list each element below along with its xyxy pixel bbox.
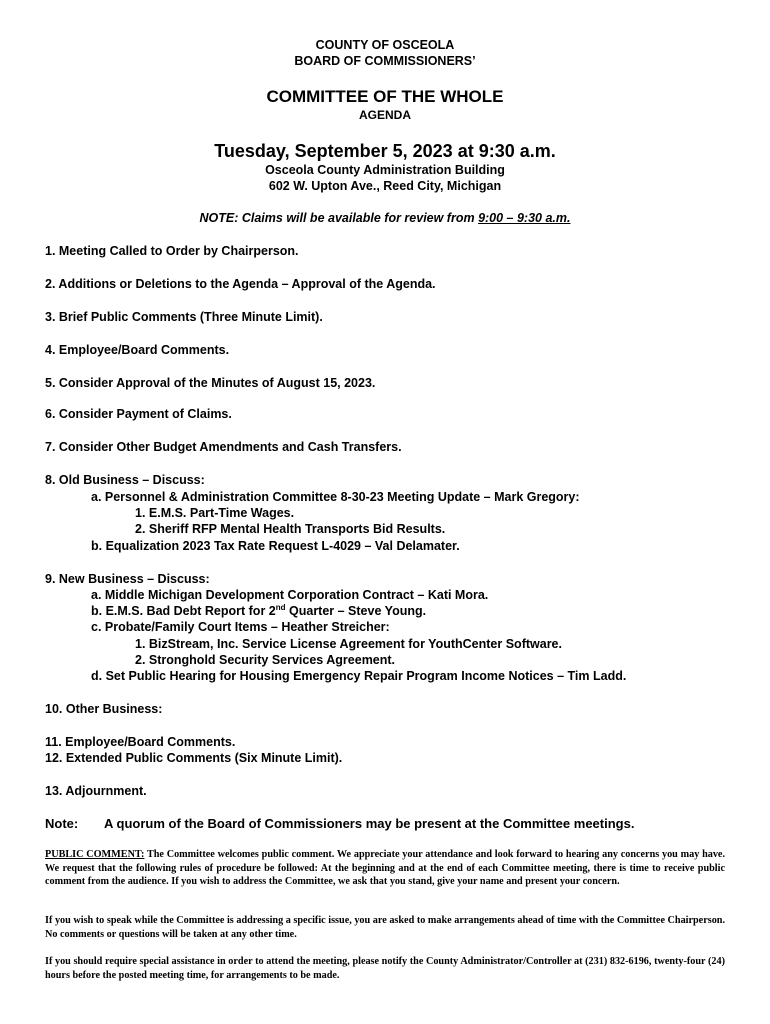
agenda-item-9c-2: 2. Stronghold Security Services Agreement. [135,653,396,667]
agenda-item-9c-1: 1. BizStream, Inc. Service License Agreement for YouthCenter Software. [135,637,562,651]
quorum-note-text: A quorum of the Board of Commissioners may be present at the Committee meetings. [104,816,635,831]
agenda-item-8: 8. Old Business – Discuss: [45,473,205,487]
agenda-item-2: 2. Additions or Deletions to the Agenda – Approval of the Agenda. [45,277,436,291]
agenda-item-8b: b. Equalization 2023 Tax Rate Request L-4029 – Val Delamater. [91,539,460,553]
agenda-item-8a-2: 2. Sheriff RFP Mental Health Transports Bid Results. [135,522,446,536]
agenda-item-10: 10. Other Business: [45,702,163,716]
county-name: COUNTY OF OSCEOLA [315,38,455,52]
public-comment-paragraph [45,848,725,889]
agenda-item-5: 5. Consider Approval of the Minutes of August 15, 2023. [45,376,376,390]
agenda-item-11: 11. Employee/Board Comments. [45,735,236,749]
public-comment-text: The Committee welcomes public comment. We appreciate your attendance and look forward to hearing any concerns you may have. We request that the following rules of procedure be followed: At the beginning and at the end of each Committee meeting, there is time to receive public comment from the audience. If you wish to address the Committee, we ask that you stand, give your name and present your concern. [45,849,725,887]
building-address: 602 W. Upton Ave., Reed City, Michigan [268,179,502,193]
meeting-location [0,162,770,194]
agenda-item-9a: a. Middle Michigan Development Corporation Contract – Kati Mora. [91,588,489,602]
quorum-note [45,815,634,832]
claims-note [0,210,770,226]
agenda-item-9b [91,603,426,619]
agenda-item-3: 3. Brief Public Comments (Three Minute Limit). [45,310,323,324]
agenda-item-13: 13. Adjournment. [45,784,147,798]
special-assistance-paragraph: If you should require special assistance in order to attend the meeting, please notify the County Administrator/Controller at (231) 832-6196, twenty-four (24) hours before the posted meeting time, for arrangements to be made. [45,956,725,981]
agenda-item-4: 4. Employee/Board Comments. [45,343,230,357]
agenda-item-8a-1: 1. E.M.S. Part-Time Wages. [135,506,295,520]
agenda-item-9d: d. Set Public Hearing for Housing Emergency Repair Program Income Notices – Tim Ladd. [91,669,627,683]
agenda-item-7: 7. Consider Other Budget Amendments and Cash Transfers. [45,440,402,454]
building-name: Osceola County Administration Building [265,163,505,177]
board-name: BOARD OF COMMISSIONERS’ [294,54,476,68]
claims-note-text: NOTE: Claims will be available for review from [199,211,479,225]
agenda-item-9c: c. Probate/Family Court Items – Heather Streicher: [91,620,390,634]
agenda-item-1: 1. Meeting Called to Order by Chairperson. [45,244,299,258]
agenda-item-9b-text: b. E.M.S. Bad Debt Report for 2 [91,604,276,618]
ordinal-suffix: nd [275,602,286,612]
claims-note-time: 9:00 – 9:30 a.m. [478,211,571,225]
document-subtitle: AGENDA [358,108,411,122]
agenda-item-8a: a. Personnel & Administration Committee 8-30-23 Meeting Update – Mark Gregory: [91,490,580,504]
agenda-item-6: 6. Consider Payment of Claims. [45,407,232,421]
speaking-arrangements-paragraph: If you wish to speak while the Committee is addressing a specific issue, you are asked to make arrangements ahead of time with the Committee Chairperson. No comments or questions will be taken at any other time. [45,915,725,940]
agenda-item-9b-text-end: Quarter – Steve Young. [285,604,427,618]
public-comment-heading: PUBLIC COMMENT: [45,849,145,860]
quorum-note-label: Note: [45,816,79,831]
agenda-item-12: 12. Extended Public Comments (Six Minute Limit). [45,751,343,765]
agenda-item-9: 9. New Business – Discuss: [45,572,210,586]
meeting-date: Tuesday, September 5, 2023 at 9:30 a.m. [214,141,556,161]
county-header [0,37,770,69]
document-title: COMMITTEE OF THE WHOLE [266,87,504,106]
